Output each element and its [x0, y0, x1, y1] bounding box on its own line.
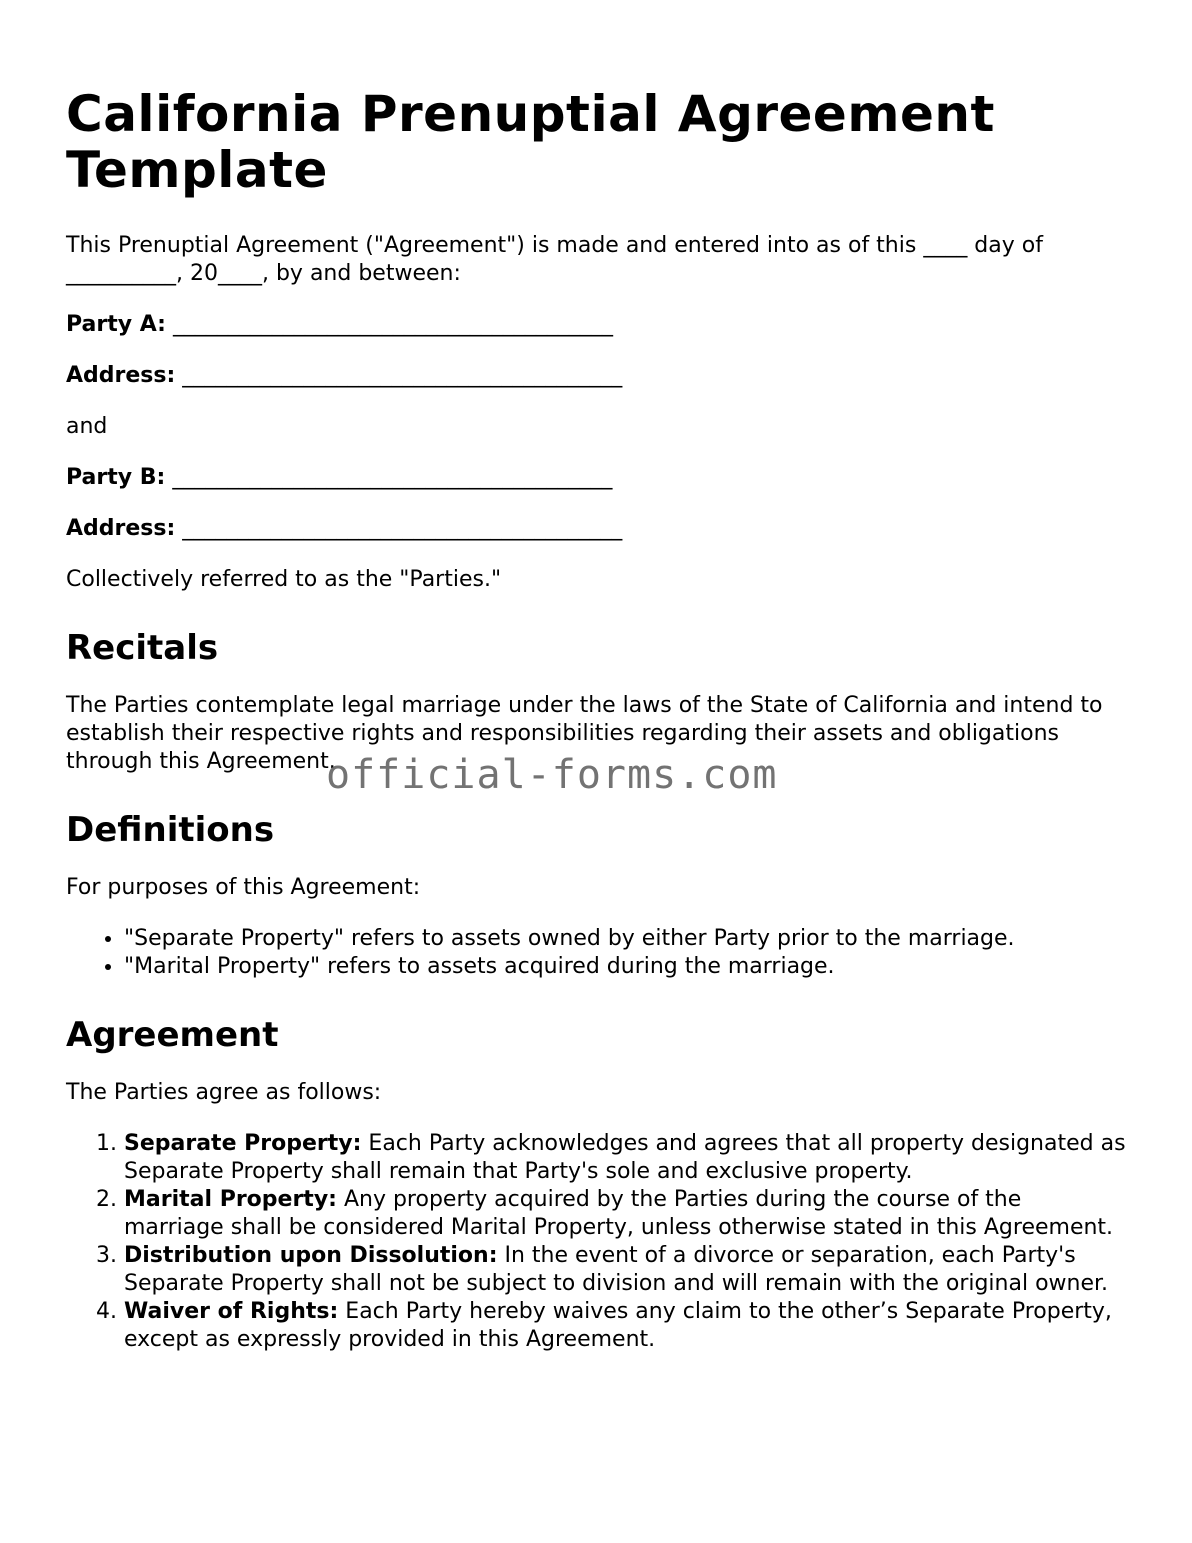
clause-term: Separate Property:: [124, 1131, 362, 1156]
clause-text: Each Party hereby waives any claim to the other’s Separate Property, except as expressly provided in this Agreement.: [124, 1299, 1112, 1352]
recitals-heading: Recitals: [66, 628, 219, 668]
watermark: official-forms.com: [326, 752, 778, 798]
list-item: [124, 1298, 1126, 1354]
party-a-blank: ________________________________________: [172, 312, 613, 337]
clause-term: Distribution upon Dissolution:: [124, 1243, 498, 1268]
clause-text: Each Party acknowledges and agrees that all property designated as Separate Property shall remain that Party's sole and exclusive property.: [124, 1131, 1126, 1184]
document-page: [66, 86, 1126, 1384]
definitions-intro: For purposes of this Agreement:: [66, 875, 421, 900]
address-b-blank: ________________________________________: [182, 516, 623, 541]
list-item: • "Separate Property" refers to assets owned by either Party prior to the marriage.: [124, 925, 1126, 953]
address-b-label: Address:: [66, 516, 176, 541]
clause-term: Marital Property:: [124, 1187, 337, 1212]
address-a-line: [66, 362, 1126, 390]
party-a-label: Party A:: [66, 312, 166, 337]
party-a-line: [66, 311, 1126, 339]
address-a-label: Address:: [66, 363, 176, 388]
list-item: [124, 1186, 1126, 1242]
address-a-blank: ________________________________________: [182, 363, 623, 388]
list-item: • "Marital Property" refers to assets acquired during the marriage.: [124, 953, 1126, 981]
clause-text: In the event of a divorce or separation, each Party's Separate Property shall not be subject to division and will remain with the original owner.: [124, 1243, 1109, 1296]
clause-term: Waiver of Rights:: [124, 1299, 339, 1324]
definitions-list: [66, 925, 1126, 981]
and-text: and: [66, 414, 108, 439]
agreement-intro: The Parties agree as follows:: [66, 1080, 382, 1105]
recitals-text: The Parties contemplate legal marriage under the laws of the State of California and intend to establish their respective rights and responsibilities regarding their assets and obligations through this Agreement.: [66, 693, 1103, 774]
party-b-blank: ________________________________________: [172, 465, 613, 490]
definitions-heading: Definitions: [66, 810, 275, 850]
document-title: California Prenuptial Agreement Template: [66, 85, 995, 199]
address-b-line: [66, 515, 1126, 543]
party-b-label: Party B:: [66, 465, 166, 490]
party-b-line: [66, 464, 1126, 492]
list-item: [124, 1130, 1126, 1186]
collective-text: Collectively referred to as the "Parties.": [66, 567, 502, 592]
agreement-list: [66, 1130, 1126, 1354]
clause-text: Any property acquired by the Parties during the course of the marriage shall be considered Marital Property, unless otherwise stated in this Agreement.: [124, 1187, 1114, 1240]
intro-paragraph: This Prenuptial Agreement ("Agreement") is made and entered into as of this ____ day of __________, 20____, by and between:: [66, 233, 1043, 286]
list-item: [124, 1242, 1126, 1298]
agreement-heading: Agreement: [66, 1015, 279, 1055]
